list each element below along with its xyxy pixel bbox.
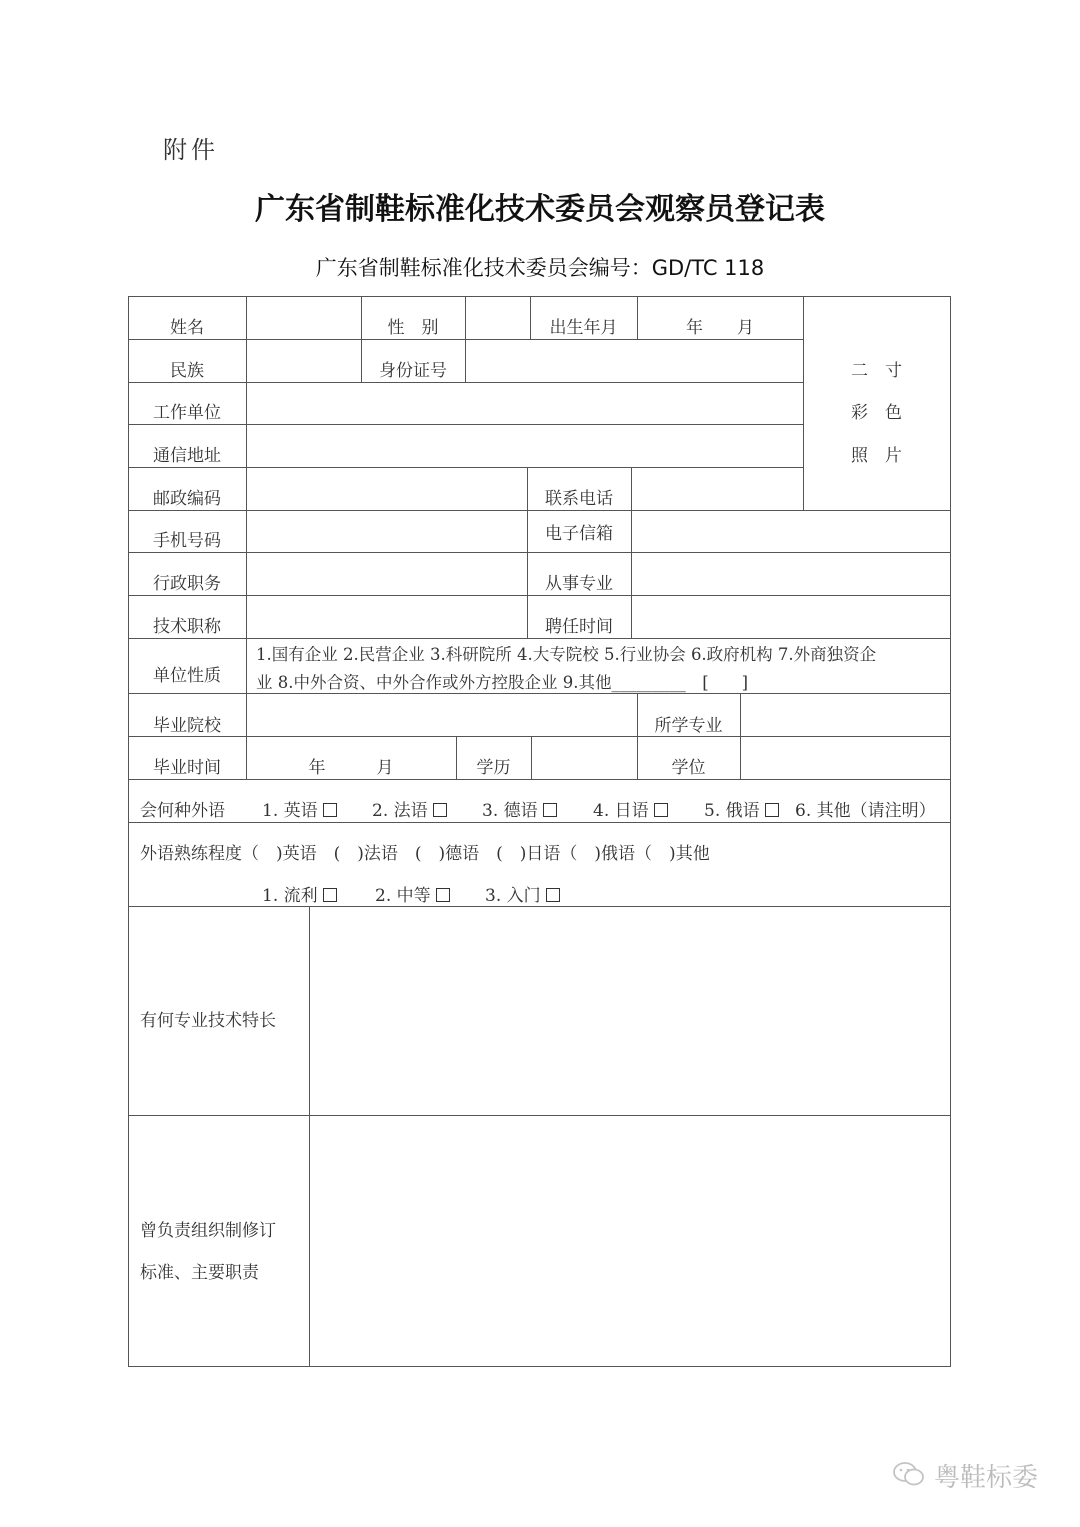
wechat-icon <box>892 1461 926 1487</box>
grad-time-field[interactable]: 年 月 <box>308 758 394 778</box>
standards-field[interactable] <box>310 1116 950 1366</box>
label-address: 通信地址 <box>153 446 221 466</box>
label-languages: 会何种外语 <box>140 801 225 821</box>
label-gender: 性 别 <box>387 318 439 338</box>
label-mobile: 手机号码 <box>153 531 221 551</box>
lang-english[interactable]: 1. 英语 <box>262 796 337 821</box>
photo-line-3: 照 片 <box>851 446 902 466</box>
level-beginner[interactable]: 3. 入门 <box>485 881 560 906</box>
lang-russian[interactable]: 5. 俄语 <box>704 796 779 821</box>
label-major: 所学专业 <box>654 716 723 736</box>
label-proficiency: 外语熟练程度（ )英语 ( )法语 ( )德语 ( )日语（ )俄语（ )其他 <box>140 844 710 864</box>
photo-line-1: 二 寸 <box>851 361 902 381</box>
lang-german[interactable]: 3. 德语 <box>482 796 557 821</box>
checkbox-icon[interactable] <box>323 803 337 817</box>
unit-type-options-2: 业 8.中外合资、中外合作或外方控股企业 9.其他_________ [ ] <box>256 673 749 692</box>
label-standards-2: 标准、主要职责 <box>140 1263 259 1283</box>
label-expertise: 有何专业技术特长 <box>140 1011 276 1031</box>
label-grad-time: 毕业时间 <box>153 758 221 778</box>
photo-line-2: 彩 色 <box>851 403 902 423</box>
label-phone: 联系电话 <box>545 489 613 509</box>
lang-other[interactable]: 6. 其他（请注明） <box>795 801 936 821</box>
label-tech-title: 技术职称 <box>153 617 221 637</box>
label-ethnicity: 民族 <box>170 361 204 381</box>
label-unit-type: 单位性质 <box>153 666 221 686</box>
checkbox-icon[interactable] <box>765 803 779 817</box>
birth-field[interactable]: 年 月 <box>686 318 754 338</box>
checkbox-icon[interactable] <box>433 803 447 817</box>
level-fluent[interactable]: 1. 流利 <box>262 881 337 906</box>
label-name: 姓名 <box>170 318 204 338</box>
label-email: 电子信箱 <box>545 524 613 544</box>
checkbox-icon[interactable] <box>323 888 337 902</box>
checkbox-icon[interactable] <box>436 888 450 902</box>
gender-field[interactable] <box>466 297 530 339</box>
label-postcode: 邮政编码 <box>153 489 221 509</box>
label-hire-time: 聘任时间 <box>545 617 613 637</box>
label-work-unit: 工作单位 <box>153 403 221 423</box>
watermark-text: 粤鞋标委 <box>934 1463 1039 1493</box>
name-field[interactable] <box>247 297 361 339</box>
checkbox-icon[interactable] <box>543 803 557 817</box>
label-standards-1: 曾负责组织制修订 <box>140 1221 276 1241</box>
label-degree: 学位 <box>671 758 706 778</box>
lang-japanese[interactable]: 4. 日语 <box>593 796 668 821</box>
level-intermediate[interactable]: 2. 中等 <box>375 881 450 906</box>
unit-type-options-1: 1.国有企业 2.民营企业 3.科研院所 4.大专院校 5.行业协会 6.政府机构 7.外商独资企 <box>256 645 877 664</box>
label-id-number: 身份证号 <box>379 361 447 381</box>
label-specialty: 从事专业 <box>545 574 613 594</box>
checkbox-icon[interactable] <box>654 803 668 817</box>
label-school: 毕业院校 <box>153 716 221 736</box>
label-birth: 出生年月 <box>549 318 618 338</box>
lang-french[interactable]: 2. 法语 <box>372 796 447 821</box>
checkbox-icon[interactable] <box>546 888 560 902</box>
page-title: 广东省制鞋标准化技术委员会观察员登记表 <box>255 192 825 227</box>
expertise-field[interactable] <box>310 907 950 1115</box>
committee-number: 广东省制鞋标准化技术委员会编号：GD/TC 118 <box>315 256 765 280</box>
annex-label: 附件 <box>163 136 219 164</box>
label-admin-post: 行政职务 <box>153 574 221 594</box>
label-education: 学历 <box>476 758 511 778</box>
